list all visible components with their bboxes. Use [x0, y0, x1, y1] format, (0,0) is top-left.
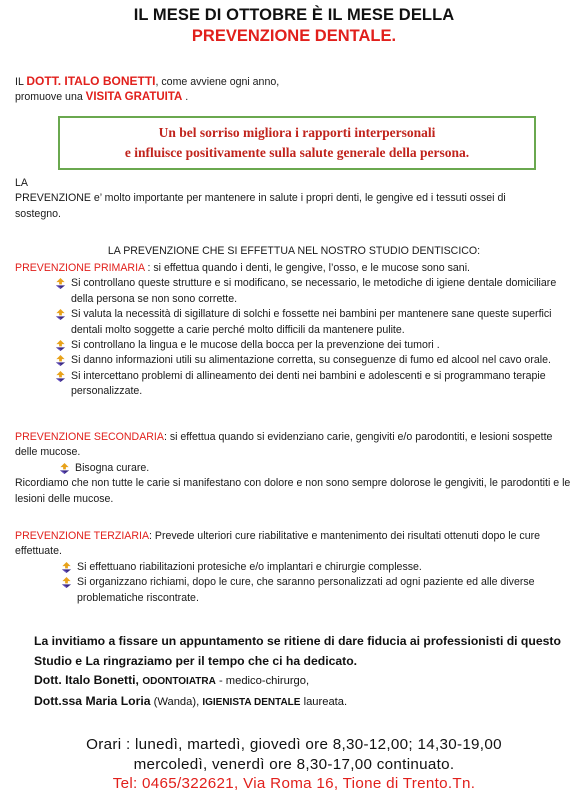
- intro-text-1: , come avviene ogni anno,: [155, 76, 280, 88]
- arrow-bullet-icon: [61, 562, 72, 573]
- arrow-bullet-icon: [59, 463, 70, 474]
- list-item: Bisogna curare.: [59, 461, 575, 476]
- secondary-note: Ricordiamo che non tutte le carie si manifestano con dolore e non sono sempre dolorose le gengiviti, le parodontiti e le lesioni delle mucose.: [15, 477, 571, 505]
- primary-text: : si effettua quando i denti, le gengive, l’osso, e le mucose sono sani.: [144, 262, 470, 274]
- prevention-line-2: PREVENZIONE e’ molto importante per mantenere in salute i propri denti, le gengive ed i tessuti ossei di: [15, 192, 506, 205]
- closing-block: [34, 632, 579, 712]
- intro-text-3: .: [182, 91, 189, 104]
- arrow-bullet-icon: [55, 355, 66, 366]
- list-item: Si danno informazioni utili su alimentazione corretta, su conseguenze di fumo ed alcool nel cavo orale.: [55, 353, 575, 368]
- secondary-text: : si effettua quando si evidenziano carie, gengiviti e/o parodontiti, e lesioni sospette delle mucose.: [15, 431, 553, 459]
- hygienist-signature: Dott.ssa Maria Loria (Wanda), IGIENISTA DENTALE laureata.: [34, 693, 348, 708]
- tertiary-section: [15, 529, 575, 606]
- intro-il: IL: [15, 76, 27, 88]
- studio-heading: LA PREVENZIONE CHE SI EFFETTUA NEL NOSTRO STUDIO DENTISCICO:: [107, 245, 481, 257]
- list-item: Si intercettano problemi di allineamento dei denti nei bambini e adolescenti e si programmano terapie personalizzate.: [55, 369, 575, 400]
- arrow-bullet-icon: [61, 577, 72, 588]
- list-item: Si controllano queste strutture e si modificano, se necessario, le metodiche di igiene dentale domiciliare della persona se non sono corrette.: [55, 276, 575, 307]
- arrow-bullet-icon: [55, 309, 66, 320]
- doctor-signature: Dott. Italo Bonetti, ODONTOIATRA - medico-chirurgo,: [34, 673, 310, 687]
- contact-line: Tel: 0465/322621, Via Roma 16, Tione di Trento.Tn.: [112, 775, 476, 792]
- closing-line-2: Studio e La ringraziamo per il tempo che ci ha dedicato.: [34, 653, 358, 668]
- arrow-bullet-icon: [55, 371, 66, 382]
- doctor-name: DOTT. ITALO BONETTI: [26, 74, 156, 88]
- primary-section: [15, 261, 575, 400]
- prevention-paragraph: [15, 176, 575, 222]
- quote-box: [58, 116, 536, 170]
- page-subtitle: PREVENZIONE DENTALE.: [191, 27, 397, 45]
- primary-list: [15, 276, 575, 399]
- primary-label: PREVENZIONE PRIMARIA: [15, 262, 145, 274]
- list-item: Si organizzano richiami, dopo le cure, che saranno personalizzati ad ogni paziente ed alle diverse problematiche riscontrate.: [61, 575, 575, 606]
- secondary-section: [15, 430, 575, 507]
- free-visit: VISITA GRATUITA: [85, 91, 183, 104]
- list-item: Si effettuano riabilitazioni protesiche e/o implantari e chirurgie complesse.: [61, 560, 575, 575]
- intro-paragraph: [15, 74, 575, 106]
- arrow-bullet-icon: [55, 278, 66, 289]
- hours-block: [0, 735, 588, 794]
- tertiary-list: [15, 560, 575, 606]
- hours-line-1: Orari : lunedì, martedì, giovedì ore 8,30-12,00; 14,30-19,00: [86, 736, 502, 753]
- prevention-line-1: LA: [15, 177, 28, 189]
- tertiary-text: : Prevede ulteriori cure riabilitative e mantenimento dei risultati ottenuti dopo le cure effettuate.: [15, 530, 541, 558]
- secondary-label: PREVENZIONE SECONDARIA: [15, 431, 164, 443]
- secondary-list: [15, 461, 575, 476]
- hours-line-2: mercoledì, venerdì ore 8,30-17,00 continuato.: [133, 755, 455, 773]
- arrow-bullet-icon: [55, 340, 66, 351]
- list-item: Si valuta la necessità di sigillature di solchi e fossette nei bambini per mantenere sane queste superfici dentali molto soggette a carie perché molto difficili da mantenere pulite.: [55, 307, 575, 338]
- tertiary-label: PREVENZIONE TERZIARIA: [15, 530, 150, 542]
- list-item: Si controllano la lingua e le mucose della bocca per la prevenzione dei tumori .: [55, 338, 575, 353]
- intro-text-2: promuove una: [15, 91, 86, 104]
- prevention-line-3: sostegno.: [15, 207, 61, 220]
- quote-line-1: Un bel sorriso migliora i rapporti interpersonali: [158, 125, 436, 140]
- quote-line-2: e influisce positivamente sulla salute generale della persona.: [124, 145, 470, 160]
- page-title: IL MESE DI OTTOBRE È IL MESE DELLA: [133, 6, 455, 24]
- closing-line-1: La invitiamo a fissare un appuntamento se ritiene di dare fiducia ai professionisti di questo: [34, 634, 561, 648]
